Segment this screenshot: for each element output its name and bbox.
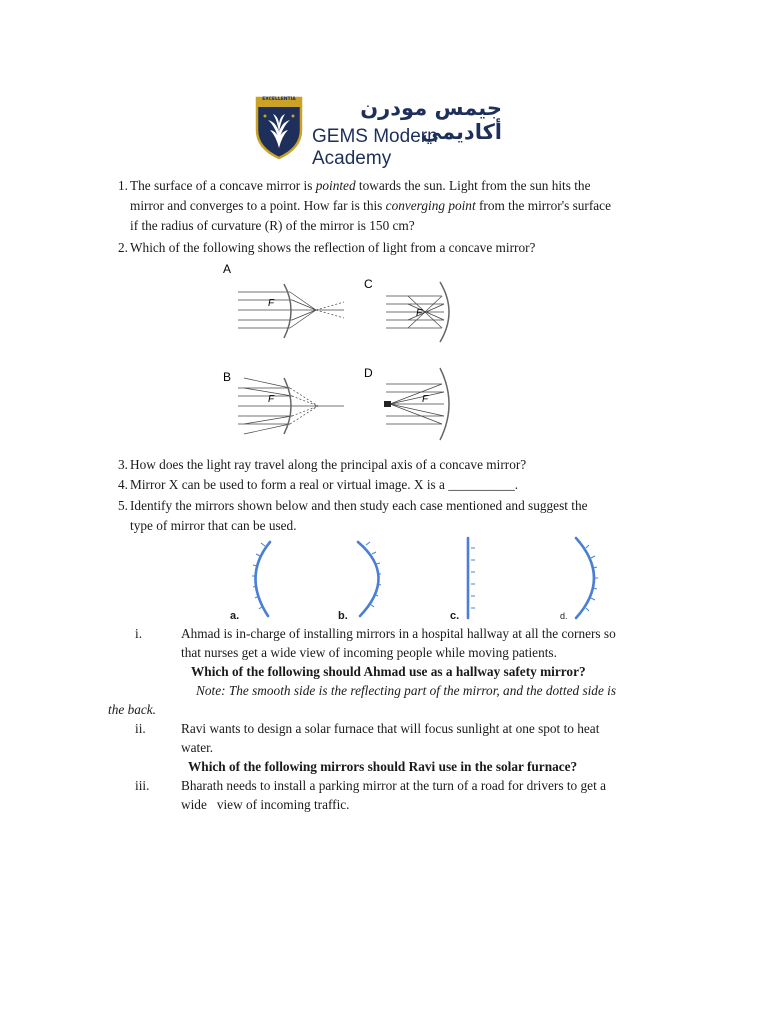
- case-numeral: i.: [135, 626, 143, 641]
- case-numeral: iii.: [135, 778, 150, 793]
- case-text: [181, 776, 681, 814]
- case-question: Which of the following should Ahmad use as a hallway safety mirror?: [191, 664, 586, 679]
- focus-label: F: [422, 394, 429, 405]
- reflection-diagram-svg: [218, 260, 478, 452]
- question-5: [108, 496, 668, 536]
- school-name-english: GEMS Modern Academy: [312, 126, 438, 169]
- text-run: that nurses get a wide view of incoming people while moving patients.: [181, 645, 557, 660]
- reflection-diagram: [218, 260, 478, 452]
- case-note: [108, 681, 688, 719]
- text-run: towards the sun. Light from the sun hits the: [355, 178, 591, 193]
- text-run: from the mirror's surface: [475, 198, 611, 213]
- question-4: [108, 475, 668, 495]
- text-run: mirror and converges to a point. How far is this: [130, 198, 386, 213]
- question-text: Which of the following shows the reflection of light from a concave mirror?: [130, 240, 536, 255]
- text-run: Ahmad is in-charge of installing mirrors in a hospital hallway at all the corners so: [181, 626, 616, 641]
- text-run: Note: The smooth side is the reflecting part of the mirror, and the dotted side is: [196, 683, 617, 698]
- text-run: if the radius of curvature (R) of the mirror is 150 cm?: [130, 218, 415, 233]
- school-logo: [254, 96, 514, 169]
- question-text: Mirror X can be used to form a real or virtual image. X is a __________.: [130, 477, 519, 492]
- mirror-a: [255, 542, 270, 616]
- mirror-label-a: a.: [230, 610, 240, 622]
- school-crest-icon: [254, 96, 304, 160]
- focus-label: F: [268, 394, 275, 405]
- question-2: [108, 238, 668, 258]
- text-run: water.: [181, 740, 214, 755]
- diagram-label-b: B: [223, 370, 232, 384]
- mirror-label-b: b.: [338, 610, 348, 622]
- text-run: Ravi wants to design a solar furnace that will focus sunlight at one spot to heat: [181, 721, 600, 736]
- question-number: 1.: [118, 178, 128, 193]
- diagram-label-a: A: [223, 262, 232, 276]
- emphasis-text: pointed: [315, 178, 356, 193]
- emphasis-text: converging point: [385, 198, 476, 213]
- question-text: How does the light ray travel along the principal axis of a concave mirror?: [130, 457, 527, 472]
- question-number: 3.: [118, 457, 128, 472]
- diagram-label-d: D: [364, 366, 373, 380]
- mirror-label-c: c.: [450, 610, 460, 622]
- question-1: [108, 176, 668, 236]
- diagram-label-c: C: [364, 277, 373, 291]
- question-number: 4.: [118, 477, 128, 492]
- mirror-types-diagram: [230, 532, 620, 626]
- text-run: type of mirror that can be used.: [130, 518, 297, 533]
- mirror-d: [576, 538, 594, 618]
- mirror-b: [358, 542, 379, 616]
- case-numeral: ii.: [135, 721, 146, 736]
- school-name-arabic: جيمس مودرن أكاديمي: [360, 96, 502, 144]
- mirror-label-d: d.: [560, 611, 568, 621]
- text-run: The surface of a concave mirror is: [130, 178, 316, 193]
- text-run: the back.: [108, 702, 156, 717]
- text-run: wide view of incoming traffic.: [181, 797, 350, 812]
- case-text: [181, 719, 681, 757]
- focus-label: F: [416, 308, 423, 319]
- question-text: [130, 176, 690, 236]
- text-run: Bharath needs to install a parking mirror at the turn of a road for drivers to get a: [181, 778, 606, 793]
- question-number: 2.: [118, 240, 128, 255]
- focus-label: F: [268, 298, 275, 309]
- crest-banner-text: EXCELLENTIA: [262, 97, 296, 102]
- question-text: [130, 496, 690, 536]
- case-text: [181, 624, 681, 662]
- case-question: Which of the following mirrors should Ravi use in the solar furnace?: [188, 759, 578, 774]
- text-run: Identify the mirrors shown below and then study each case mentioned and suggest the: [130, 498, 588, 513]
- question-number: 5.: [118, 498, 128, 513]
- question-3: [108, 455, 668, 475]
